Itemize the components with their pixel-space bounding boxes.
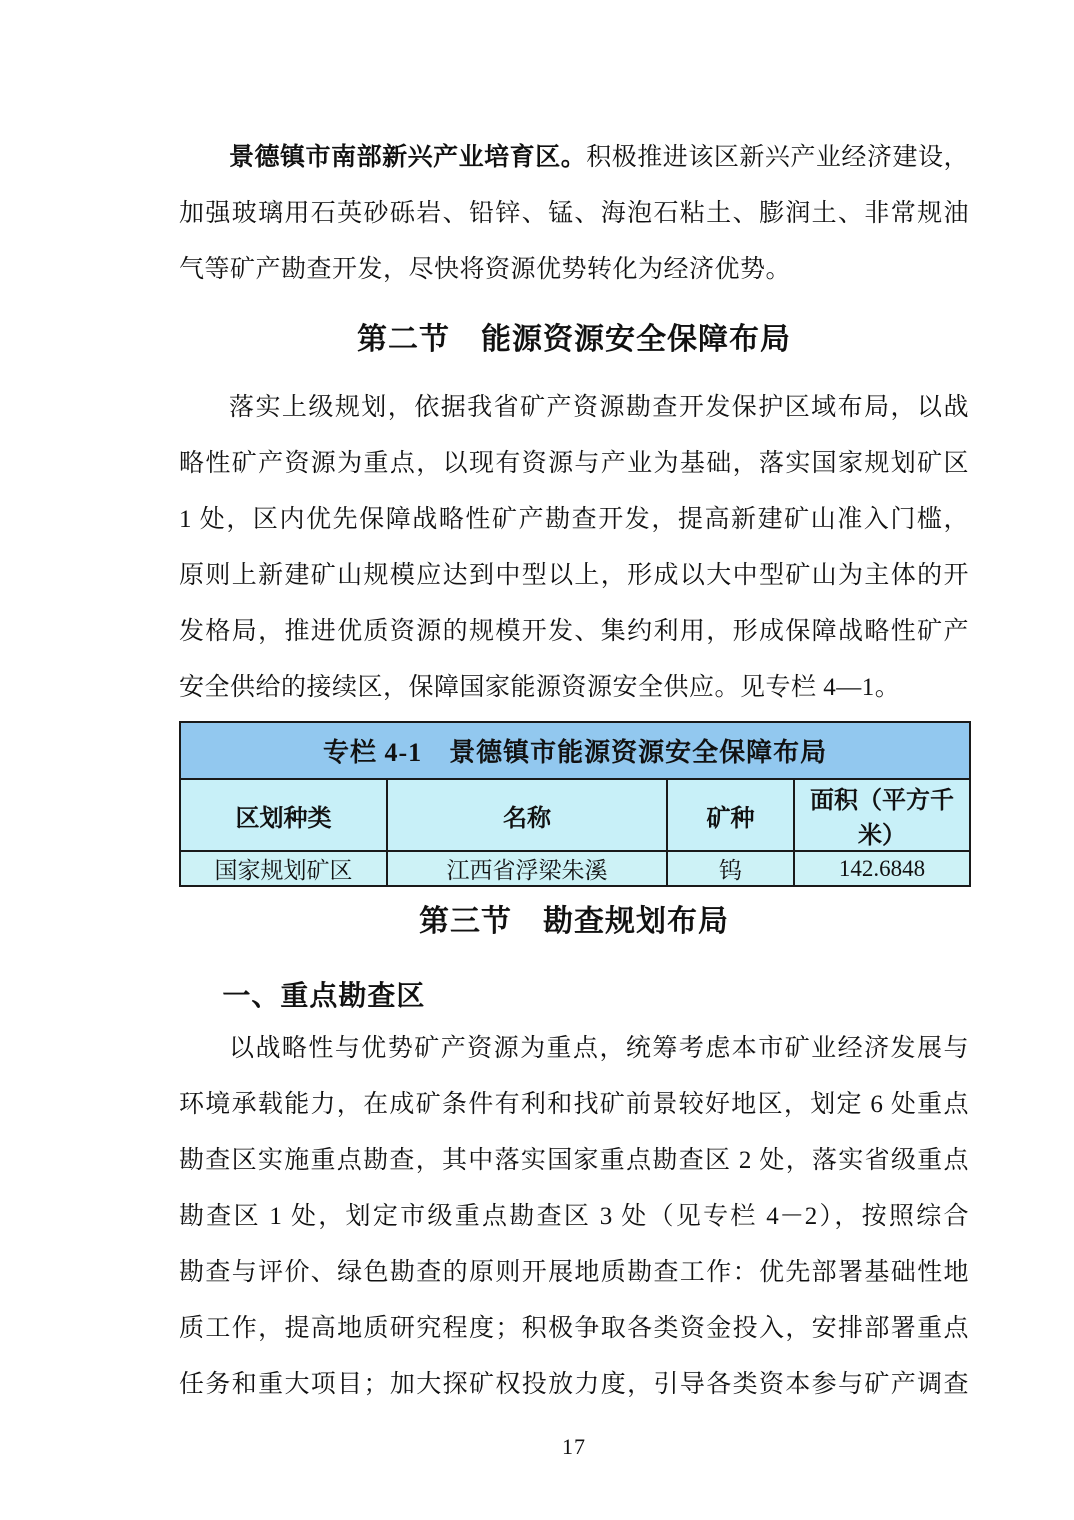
table-title-row <box>180 722 970 779</box>
page-number: 17 <box>562 1434 586 1459</box>
paragraph-line: 原则上新建矿山规模应达到中型以上，形成以大中型矿山为主体的开 <box>179 562 969 589</box>
table-header-cell: 名称 <box>387 779 667 851</box>
table-cell: 国家规划矿区 <box>180 851 387 886</box>
table-header-cell: 面积（平方千米） <box>794 779 970 851</box>
section-heading-3: 第三节 勘查规划布局 <box>419 905 729 938</box>
paragraph-line: 任务和重大项目；加大探矿权投放力度，引导各类资本参与矿产调查 <box>179 1371 969 1398</box>
paragraph-line: 略性矿产资源为重点，以现有资源与产业为基础，落实国家规划矿区 <box>179 450 969 477</box>
paragraph-line: 质工作，提高地质研究程度；积极争取各类资金投入，安排部署重点 <box>179 1315 969 1342</box>
paragraph-line <box>179 130 969 186</box>
table-cell: 钨 <box>667 851 794 886</box>
paragraph-line: 1 处，区内优先保障战略性矿产勘查开发，提高新建矿山准入门槛， <box>179 506 969 533</box>
paragraph-line: 环境承载能力，在成矿条件有利和找矿前景较好地区，划定 6 处重点 <box>179 1091 969 1118</box>
page-content <box>179 0 969 1462</box>
table-header-cell: 矿种 <box>667 779 794 851</box>
paragraph-line: 勘查区实施重点勘查，其中落实国家重点勘查区 2 处，落实省级重点 <box>179 1147 969 1174</box>
table-cell: 142.6848 <box>794 851 970 886</box>
paragraph-line: 气等矿产勘查开发，尽快将资源优势转化为经济优势。 <box>179 256 792 283</box>
section-heading-2: 第二节 能源资源安全保障布局 <box>357 323 791 356</box>
table-header-cell: 区划种类 <box>180 779 387 851</box>
paragraph-line: 落实上级规划，依据我省矿产资源勘查开发保护区域布局，以战 <box>229 394 969 421</box>
paragraph-line: 发格局，推进优质资源的规模开发、集约利用，形成保障战略性矿产 <box>179 618 969 645</box>
paragraph-line: 勘查区 1 处，划定市级重点勘查区 3 处（见专栏 4－2），按照综合 <box>179 1203 969 1230</box>
paragraph-line: 勘查与评价、绿色勘查的原则开展地质勘查工作：优先部署基础性地 <box>179 1259 969 1286</box>
paragraph-line: 加强玻璃用石英砂砾岩、铅锌、锰、海泡石粘土、膨润土、非常规油 <box>179 200 969 227</box>
intro-lead-rest: 积极推进该区新兴产业经济建设， <box>586 144 969 171</box>
paragraph-line: 安全供给的接续区，保障国家能源资源安全供应。见专栏 4—1。 <box>179 674 901 701</box>
subsection-heading-1: 一、重点勘查区 <box>222 981 426 1012</box>
table-cell: 江西省浮梁朱溪 <box>387 851 667 886</box>
table-header-row <box>180 779 970 851</box>
paragraph-line: 以战略性与优势矿产资源为重点，统筹考虑本市矿业经济发展与 <box>229 1035 969 1062</box>
table-title: 专栏 4-1 景德镇市能源资源安全保障布局 <box>180 722 970 779</box>
box-table-4-1 <box>179 721 971 887</box>
intro-lead-bold: 景德镇市南部新兴产业培育区。 <box>229 144 587 171</box>
table-row <box>180 851 970 886</box>
